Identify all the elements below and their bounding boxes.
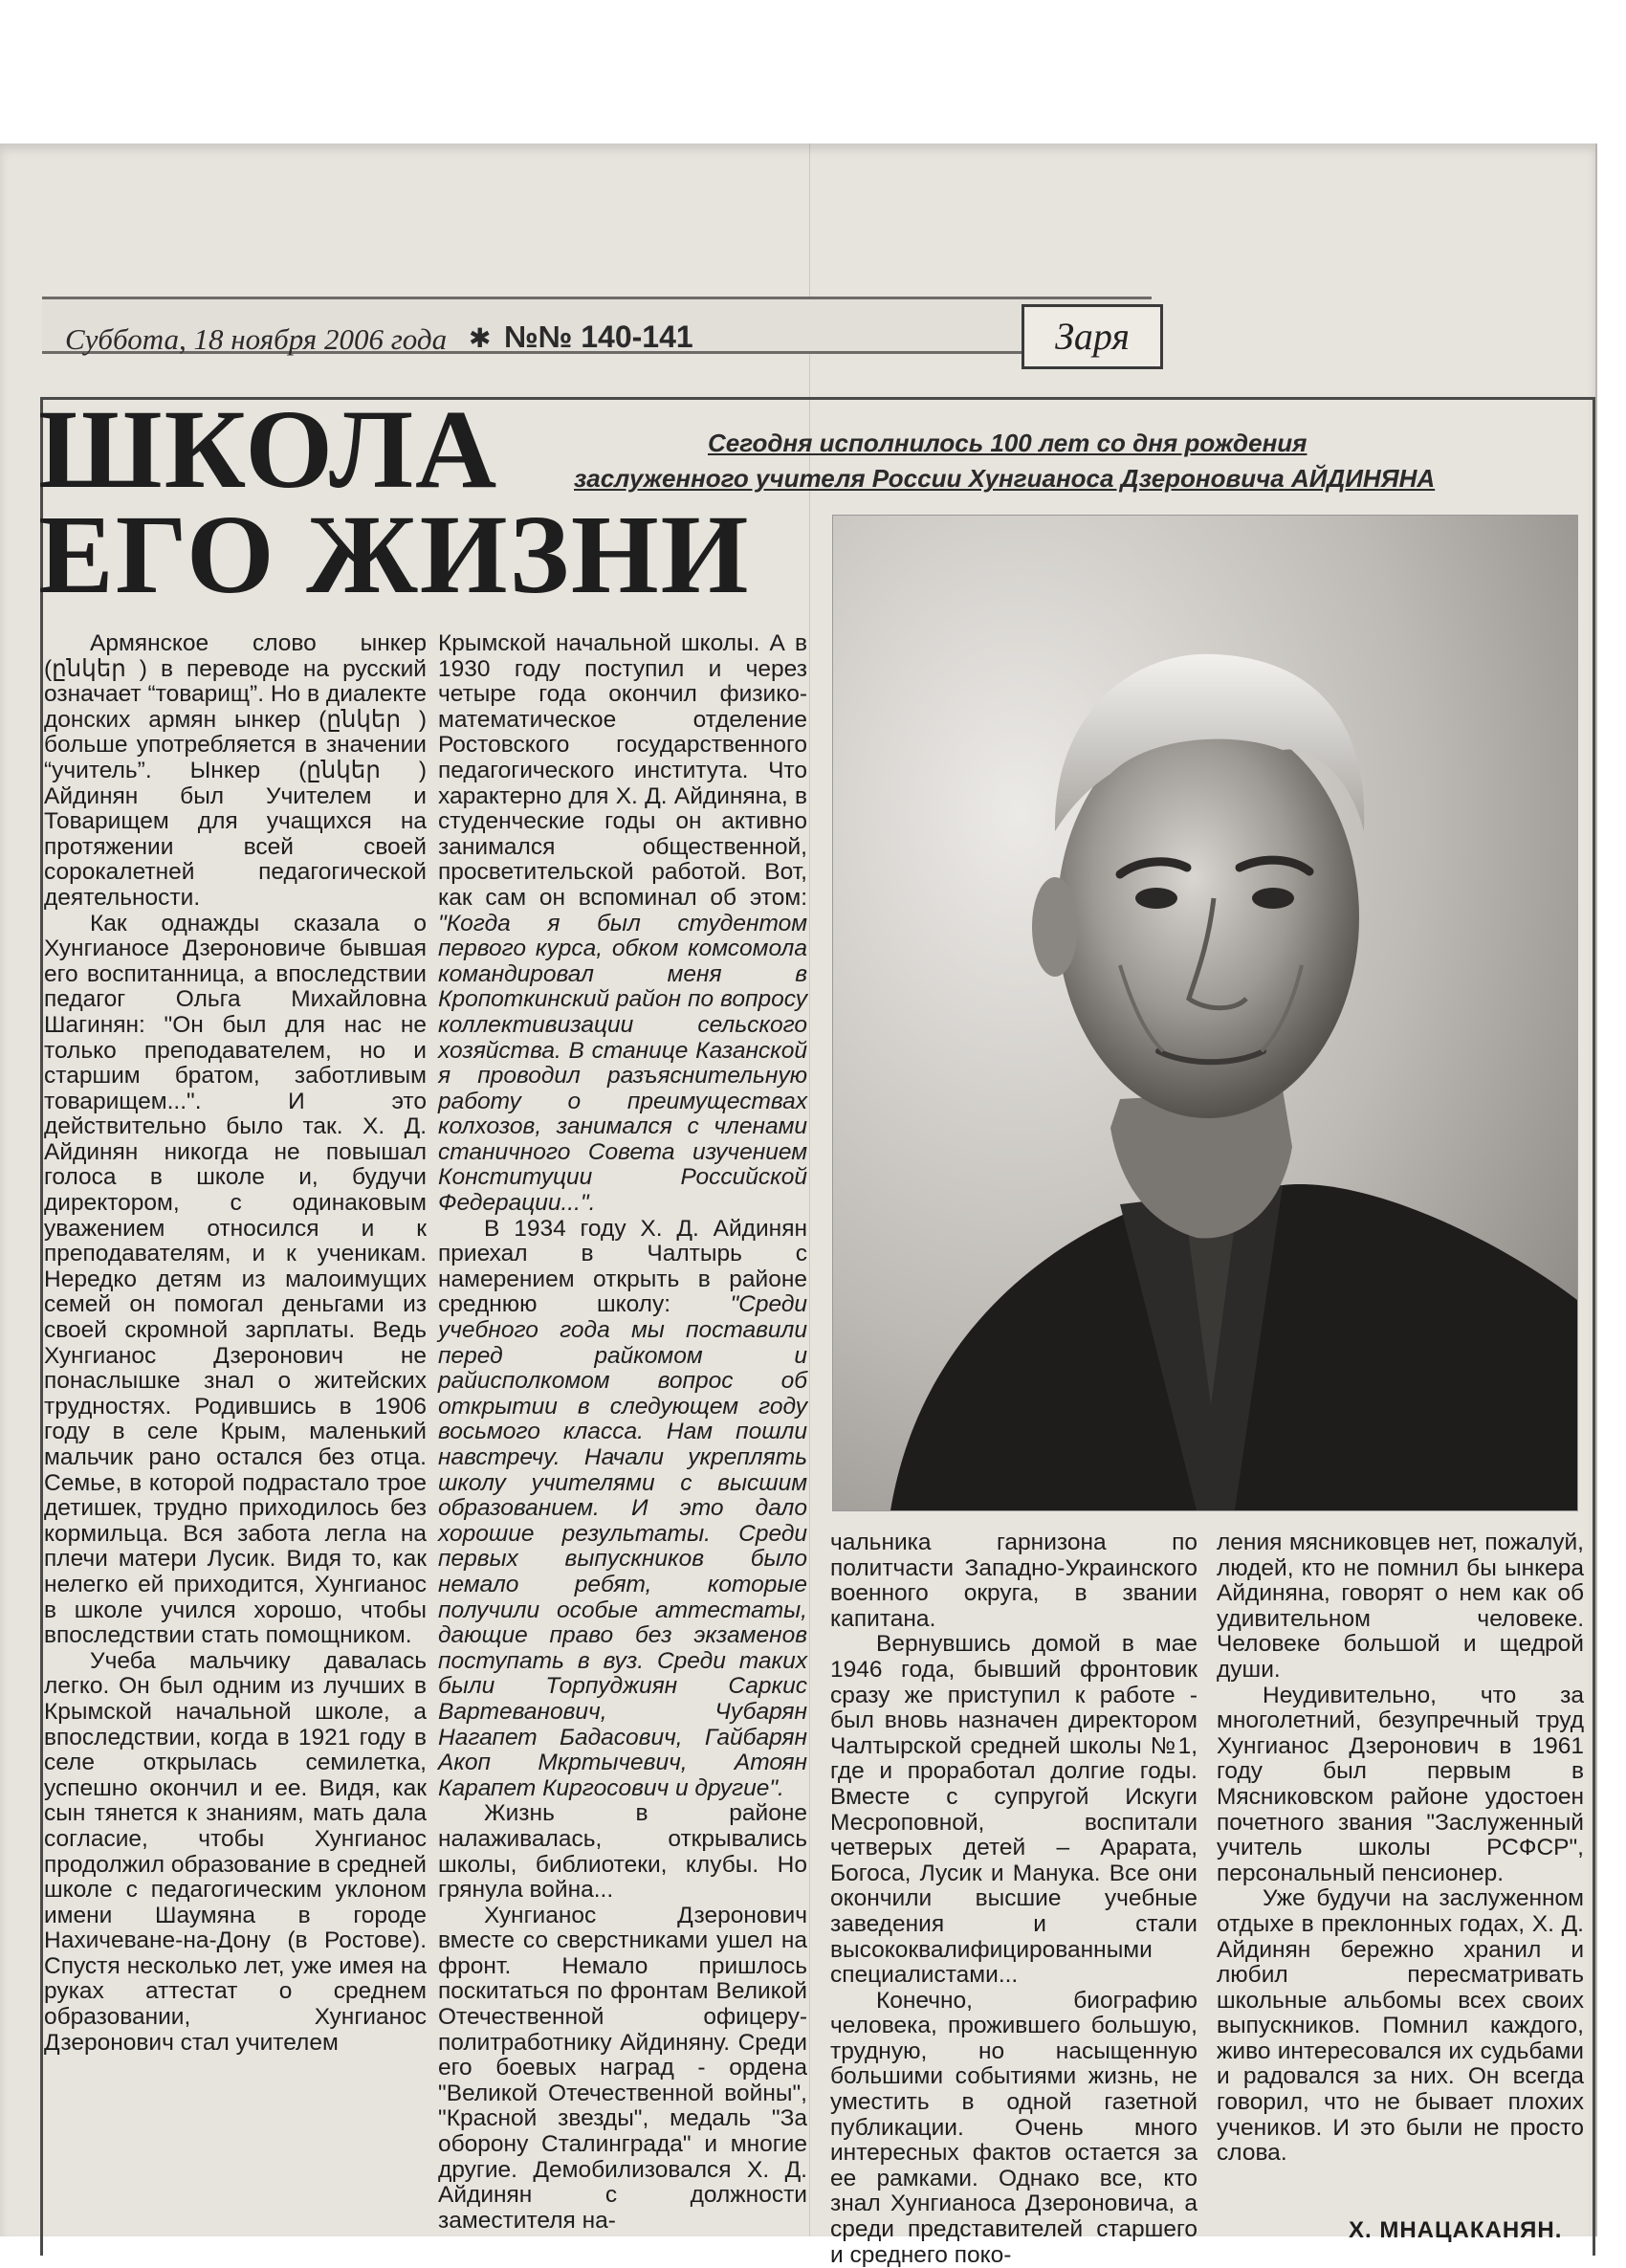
issue-number: №№ 140-141 [504, 319, 693, 354]
paragraph: Учеба мальчику давалась легко. Он был одним из лучших в Крымской начальной школе, а впоследствии, когда в 1921 году в селе открылась семилетка, успешно окончил и ее. Видя, как сын тянется к знаниям, мать дала согласие, чтобы Хунгианос продолжил образование в средней школе с педагогическим уклоном имени Шаумяна в городе Нахичеване-на-Дону (в Ростове). Спустя несколько лет, уже имея на руках аттестат о среднем образовании, Хунгианос Дзеронович стал учителем [44, 1647, 427, 2056]
paragraph: чальника гарнизона по политчасти Западно-Украинского военного округа, в звании капитана. [830, 1530, 1198, 1632]
paragraph: Вернувшись домой в мае 1946 года, бывший фронтовик сразу же приступил к работе - был вновь назначен директором Чалтырской средней школы №1, где и проработал долгие годы. Вместе с супругой Искуги Месроповной, воспитали четверых детей – Арарата, Богоса, Лусик и Манука. Все они окончили высшие учебные заведения и стали высококвалифицированными специалистами... [830, 1631, 1198, 1989]
paragraph [438, 631, 807, 1217]
article-column-2 [438, 631, 807, 2234]
paragraph [438, 1217, 807, 1802]
headline-line-2: ЕГО ЖИЗНИ [38, 492, 751, 617]
portrait-illustration [833, 516, 1577, 1510]
paragraph: Жизнь в районе налаживалась, открывались школы, библиотеки, клубы. Но грянула война... [438, 1800, 807, 1904]
subtitle-line-2: заслуженного учителя России Хунгианоса Дзероновича АЙДИНЯНА [574, 464, 1436, 493]
headline-line-1: ШКОЛА [38, 386, 499, 512]
paragraph: Как однажды сказала о Хунгианосе Дзероновиче бывшая его воспитанница, а впоследствии педагог Ольга Михайловна Шагинян: "Он был для нас не только преподавателем, но и старшим братом, заботливым товарищем...". И это действительно было так. Х. Д. Айдинян никогда не повышал голоса в школе и, будучи директором, с одинаковым уважением относился и к преподавателям, и к ученикам. Нередко детям из малоимущих семей он помогал деньгами из своей скромной зарплаты. Ведь Хунгианос Дзеронович не понаслышке знал о житейских трудностях. Родившись в 1906 году в селе Крым, маленький мальчик рано остался без отца. Семье, в которой подрастало трое детишек, трудно приходилось без кормильца. Вся забота легла на плечи матери Лусик. Видя то, как нелегко ей приходится, Хунгианос в школе учился хорошо, чтобы впоследствии стать помощником. [44, 910, 427, 1649]
paragraph: Неудивительно, что за многолетний, безупречный труд Хунгианос Дзеронович в 1961 году был первым в Мясниковском районе удостоен почетного звания "Заслуженный учитель школы РСФСР", персональный пенсионер. [1217, 1682, 1584, 1886]
subtitle-line-1: Сегодня исполнилось 100 лет со дня рождения [708, 429, 1307, 457]
paragraph-text: Крымской начальной школы. А в 1930 году поступил и через четыре года окончил физико-математическое отделение Ростовского государственного педагогического института. Что характерно для Х. Д. Айдиняна, в студенческие годы он активно занимался общественной, просветительской работой. Вот, как сам он вспоминал об этом: [438, 630, 807, 911]
paragraph: Уже будучи на заслуженном отдыхе в преклонных годах, Х. Д. Айдинян бережно хранил и любил пересматривать школьные альбомы всех своих выпускников. Помнил каждого, живо интересовался их судьбами и радовался за них. Он всегда говорил, что не бывает плохих учеников. И это были не просто слова. [1217, 1885, 1584, 2167]
article-column-3 [830, 1530, 1198, 2268]
scan-background [0, 0, 1626, 143]
quote-text: "Когда я был студентом первого курса, обком комсомола командировал меня в Кропоткинский район по вопросу коллективизации сельского хозяйства. В станице Казанской я проводил разъяснительную работу о преимуществах колхозов, занимался с членами станичного Совета изучением Конституции Российской Федерации...". [438, 910, 807, 1217]
paragraph-text: В 1934 году Х. Д. Айдинян приехал в Чалтырь с намерением открыть в районе среднюю школу: [438, 1215, 807, 1318]
paragraph: ления мясниковцев нет, пожалуй, людей, кто не помнил бы ынкера Айдиняна, говорят о нем как об удивительном человеке. Человеке большой и щедрой души. [1217, 1530, 1584, 1683]
issue-date: Суббота, 18 ноября 2006 года [65, 322, 448, 356]
article-column-4 [1217, 1530, 1584, 2167]
quote-text: "Среди учебного года мы поставили перед райкомом и райисполкомом вопрос об открытии в следующем году восьмого класса. Нам пошли навстречу. Начали укреплять школу учителями с высшим образованием. И это дало хорошие результаты. Среди первых выпускников было немало ребят, которые получили особые аттестаты, дающие право без экзаменов поступать в вуз. Среди таких были Торпуджиян Саркис Вартеванович, Чубарян Нагапет Бадасович, Гайбарян Акоп Мкртычевич, Атоян Карапет Киргосович и другие". [438, 1291, 808, 1801]
newspaper-masthead: Заря [1022, 304, 1163, 369]
article-column-1 [44, 631, 427, 2056]
portrait-photo [832, 515, 1578, 1511]
separator-star-icon: ✱ [469, 323, 492, 353]
paragraph: Армянское слово ынкер (ընկեր ) в переводе на русский означает “товарищ”. Но в диалекте донских армян ынкер (ընկեր ) больше употребляется в значении “учитель”. Ынкер (ընկեր ) Айдинян был Учителем и Товарищем для учащихся на протяжении всей своей сорокалетней педагогической деятельности. [44, 630, 427, 911]
author-byline: Х. МНАЦАКАНЯН. [1349, 2217, 1563, 2243]
article-subtitle [574, 429, 1588, 494]
paragraph: Конечно, биографию человека, прожившего большую, трудную, но насыщенную большими событиями жизнь, не уместить в одной газетной публикации. Очень много интересных фактов остается за ее рамками. Однако все, кто знал Хунгианоса Дзероновича, а среди представителей старшего и среднего поко- [830, 1987, 1198, 2268]
paragraph: Хунгианос Дзеронович вместе со сверстниками ушел на фронт. Немало пришлось поскитаться по фронтам Великой Отечественной офицеру-политработнику Айдиняну. Среди его боевых наград - ордена "Великой Отечественной войны", "Красной звезды", медаль "За оборону Сталинграда" и многие другие. Демобилизовался Х. Д. Айдинян с должности заместителя на- [438, 1902, 807, 2234]
